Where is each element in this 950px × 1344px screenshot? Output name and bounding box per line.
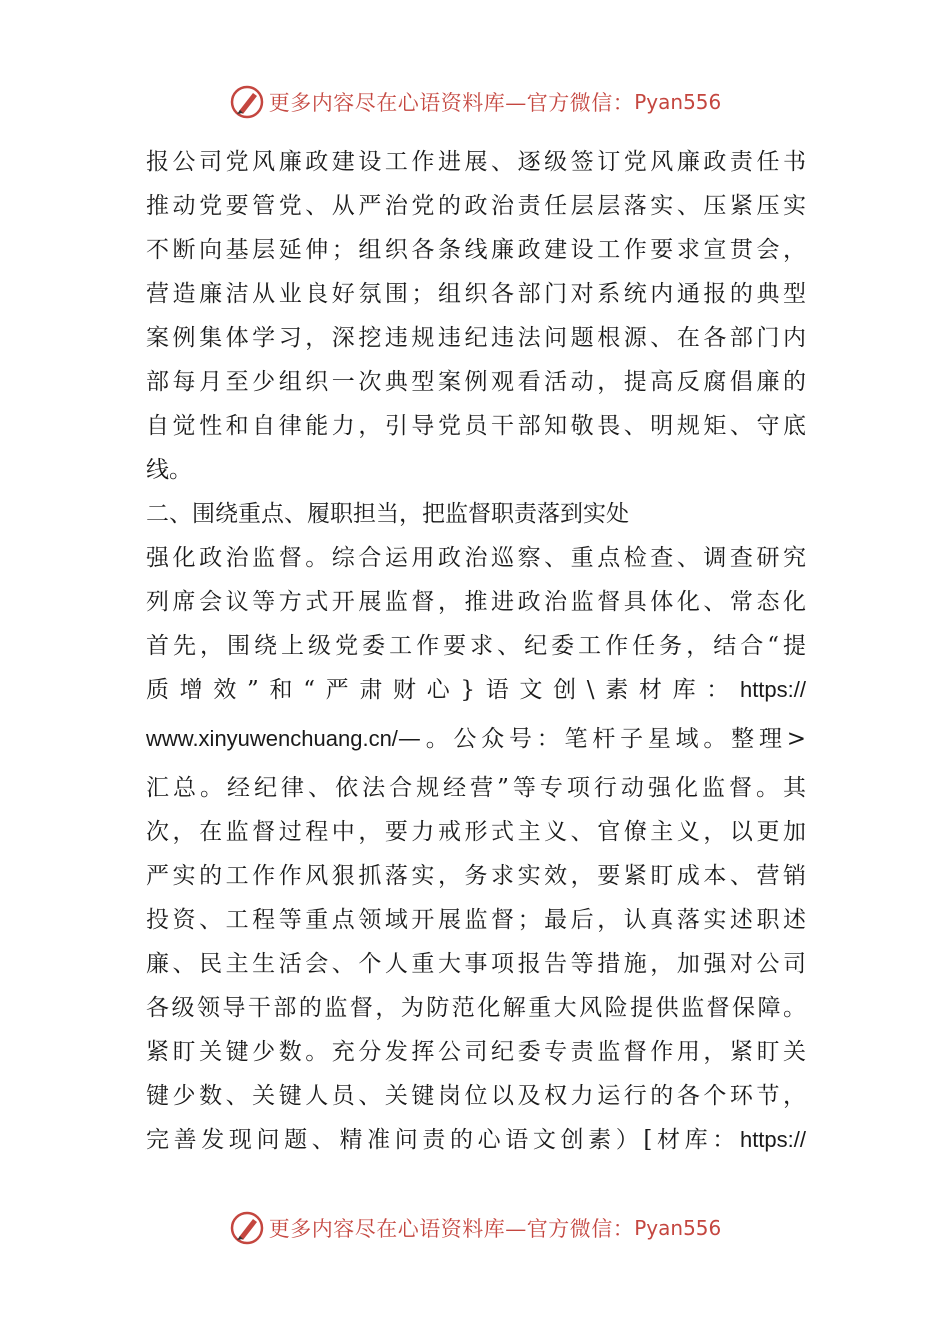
body-line: 推动党要管党、从严治党的政治责任层层落实、压紧压实: [146, 193, 806, 219]
body-line: 投资、工程等重点领域开展监督；最后，认真落实述职述: [146, 907, 806, 933]
body-line: 各级领导干部的监督，为防范化解重大风险提供监督保障。: [146, 995, 806, 1021]
body-line: 廉、民主生活会、个人重大事项报告等措施，加强对公司: [146, 951, 806, 977]
banner-text: 更多内容尽在心语资料库—官方微信：: [268, 91, 635, 115]
body-line: 营造廉洁从业良好氛围；组织各部门对系统内通报的典型: [146, 281, 806, 307]
body-line: 不断向基层延伸；组织各条线廉政建设工作要求宣贯会，: [146, 237, 806, 263]
url-fragment: https://: [739, 1127, 806, 1152]
body-line: 紧盯关键少数。充分发挥公司纪委专责监督作用，紧盯关: [146, 1039, 806, 1065]
header-watermark-banner: [0, 82, 950, 122]
banner-handle: Pyan556: [634, 90, 722, 114]
body-line: 案例集体学习，深挖违规违纪违法问题根源、在各部门内: [146, 325, 806, 351]
body-line-with-url: [146, 712, 806, 766]
body-line: 报公司党风廉政建设工作进展、逐级签订党风廉政责任书: [146, 149, 806, 175]
body-line-with-url: [146, 1118, 806, 1162]
body-line: 首先，围绕上级党委工作要求、纪委工作任务，结合“提: [146, 633, 806, 659]
body-line: 键少数、关键人员、关键岗位以及权力运行的各个环节，: [146, 1083, 806, 1109]
body-line-with-url: [146, 668, 806, 712]
body-line: 自觉性和自律能力，引导党员干部知敬畏、明规矩、守底: [146, 413, 806, 439]
body-line: 严实的工作作风狠抓落实，务求实效，要紧盯成本、营销: [146, 863, 806, 889]
url-fragment: www.xinyuwenchuang.cn/: [146, 726, 398, 751]
footer-watermark-banner: [0, 1208, 950, 1248]
url-fragment: https://: [739, 677, 806, 702]
body-line: 列席会议等方式开展监督，推进政治监督具体化、常态化: [146, 589, 806, 615]
pen-logo-icon: [229, 1210, 265, 1246]
body-line-text: —。公众号：笔杆子星域。整理>: [397, 726, 806, 752]
banner-text: 更多内容尽在心语资料库—官方微信：: [268, 1217, 635, 1241]
body-line: 部每月至少组织一次典型案例观看活动，提高反腐倡廉的: [146, 369, 806, 395]
pen-logo-icon: [229, 84, 265, 120]
body-line: 强化政治监督。综合运用政治巡察、重点检查、调查研究: [146, 545, 806, 571]
document-body: [146, 140, 806, 1162]
section-heading: 二、围绕重点、履职担当，把监督职责落到实处: [146, 501, 629, 527]
body-line-text: 完善发现问题、精准问责的心语文创素）[材库：: [146, 1127, 740, 1153]
body-line: 线。: [146, 457, 192, 483]
body-line-text: 质增效”和“严肃财心}语文创\素材库：: [146, 677, 740, 703]
banner-handle: Pyan556: [634, 1216, 722, 1240]
body-line: 次，在监督过程中，要力戒形式主义、官僚主义，以更加: [146, 819, 806, 845]
body-line: 汇总。经纪律、依法合规经营”等专项行动强化监督。其: [146, 775, 806, 801]
